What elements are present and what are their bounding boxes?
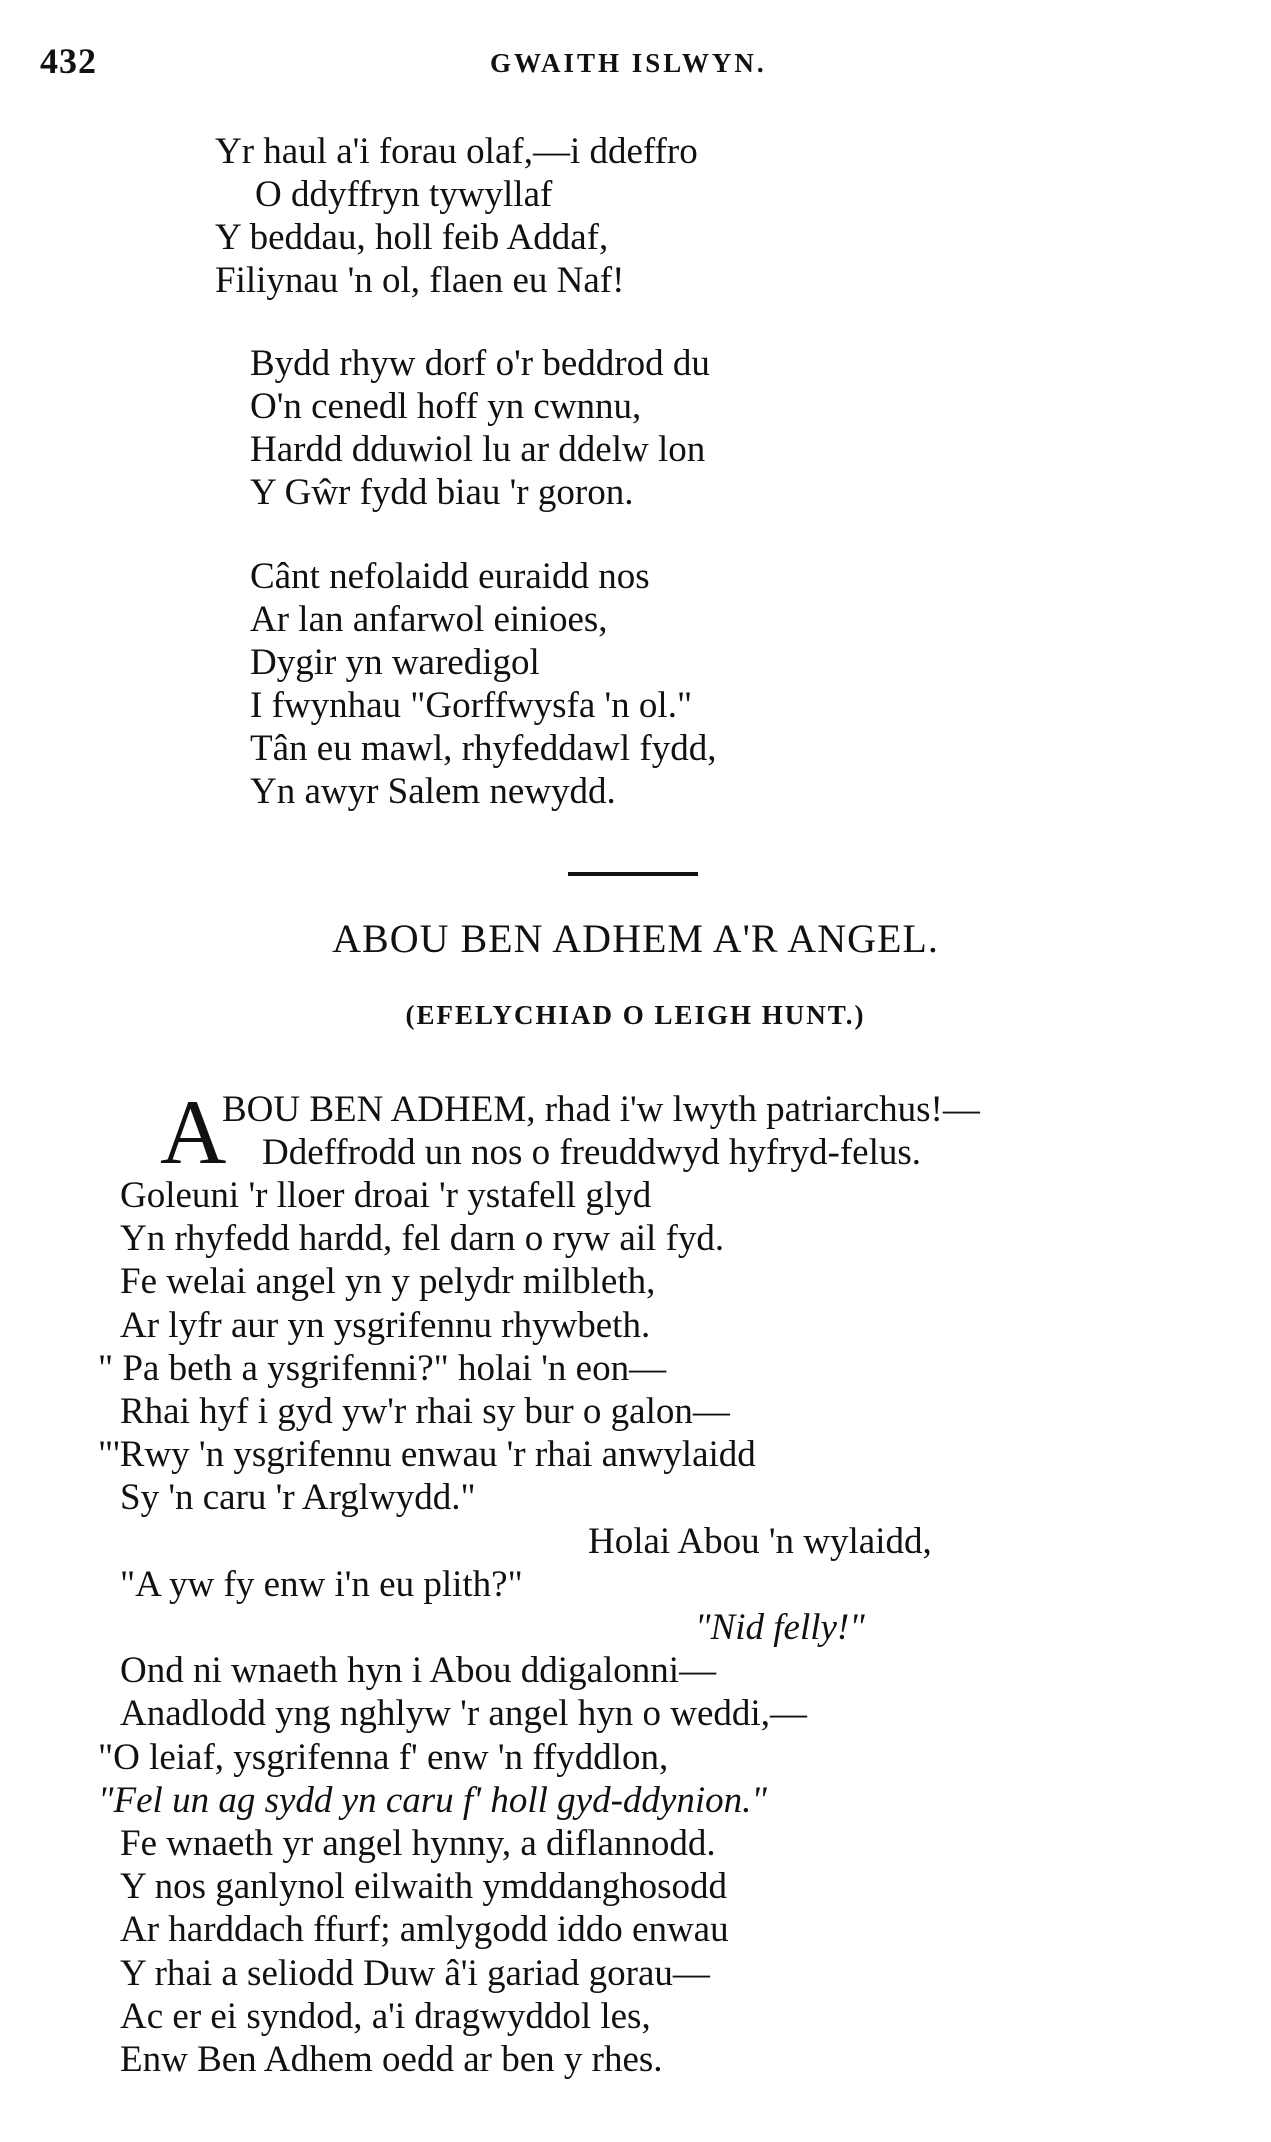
verse-line: O ddyffryn tywyllaf [255,174,553,215]
stanza-3 [250,555,716,813]
stanza-1 [215,130,698,302]
verse-line: Y rhai a seliodd Duw â'i gariad gorau— [120,1952,710,1994]
verse-line: "A yw fy enw i'n eu plith?" [120,1563,523,1605]
verse-line: Holai Abou 'n wylaidd, [588,1520,932,1562]
verse-line: Hardd dduwiol lu ar ddelw lon [250,429,706,470]
verse-line: Filiynau 'n ol, flaen eu Naf! [215,260,625,301]
verse-line: Goleuni 'r lloer droai 'r ystafell glyd [120,1175,652,1216]
verse-line: "'Rwy 'n ysgrifennu enwau 'r rhai anwylaidd [98,1434,756,1476]
verse-line: Yr haul a'i forau olaf,—i ddeffro [215,131,698,172]
verse-line: Y beddau, holl feib Addaf, [215,217,609,258]
verse-line: Tân eu mawl, rhyfeddawl fydd, [250,728,717,769]
verse-line: Enw Ben Adhem oedd ar ben y rhes. [120,2039,663,2081]
verse-line: Fe welai angel yn y pelydr milbleth, [120,1261,656,1303]
verse-line: Bydd rhyw dorf o'r beddrod du [250,343,710,384]
poem-title: ABOU BEN ADHEM A'R ANGEL. [332,916,939,961]
verse-line: "Nid felly!" [695,1607,865,1649]
running-title: GWAITH ISLWYN. [490,48,767,78]
verse-line: Rhai hyf i gyd yw'r rhai sy bur o galon— [120,1391,730,1433]
verse-line: Ddeffrodd un nos o freuddwyd hyfryd-felus. [262,1132,922,1173]
poem-body [98,1174,932,2081]
verse-line: "O leiaf, ysgrifenna f' enw 'n ffyddlon, [98,1736,669,1778]
verse-line: BOU BEN ADHEM, rhad i'w lwyth patriarchus!— [222,1089,980,1130]
drop-cap: A [160,1081,227,1183]
verse-line: Cânt nefolaidd euraidd nos [250,556,650,597]
verse-line: Ar harddach ffurf; amlygodd iddo enwau [120,1909,729,1951]
verse-line: Ond ni wnaeth hyn i Abou ddigalonni— [120,1650,717,1692]
verse-line: Ar lan anfarwol einioes, [250,599,608,640]
verse-line: O'n cenedl hoff yn cwnnu, [250,386,642,427]
verse-line: Y nos ganlynol eilwaith ymddanghosodd [120,1866,728,1908]
verse-line: Y Gŵr fydd biau 'r goron. [250,472,634,513]
opening-lines [222,1088,980,1174]
verse-line: Fe wnaeth yr angel hynny, a diflannodd. [120,1823,716,1865]
verse-line: Anadlodd yng nghlyw 'r angel hyn o weddi,— [120,1693,807,1735]
verse-line: I fwynhau "Gorffwysfa 'n ol." [250,685,693,726]
section-divider [568,872,698,876]
verse-line: "Fel un ag sydd yn caru f' holl gyd-ddynion." [98,1779,767,1821]
verse-line: Dygir yn waredigol [250,642,540,683]
verse-line: Ac er ei syndod, a'i dragwyddol les, [120,1995,651,2037]
page-header [0,40,1271,90]
verse-line: Yn rhyfedd hardd, fel darn o ryw ail fyd. [120,1218,725,1260]
verse-line: Yn awyr Salem newydd. [250,771,616,812]
verse-line: Ar lyfr aur yn ysgrifennu rhywbeth. [120,1304,651,1346]
poem-subtitle: (EFELYCHIAD O LEIGH HUNT.) [405,1000,866,1030]
page-number: 432 [40,41,97,81]
verse-line: " Pa beth a ysgrifenni?" holai 'n eon— [98,1347,667,1389]
stanza-2 [250,342,710,514]
verse-line: Sy 'n caru 'r Arglwydd." [120,1477,476,1519]
